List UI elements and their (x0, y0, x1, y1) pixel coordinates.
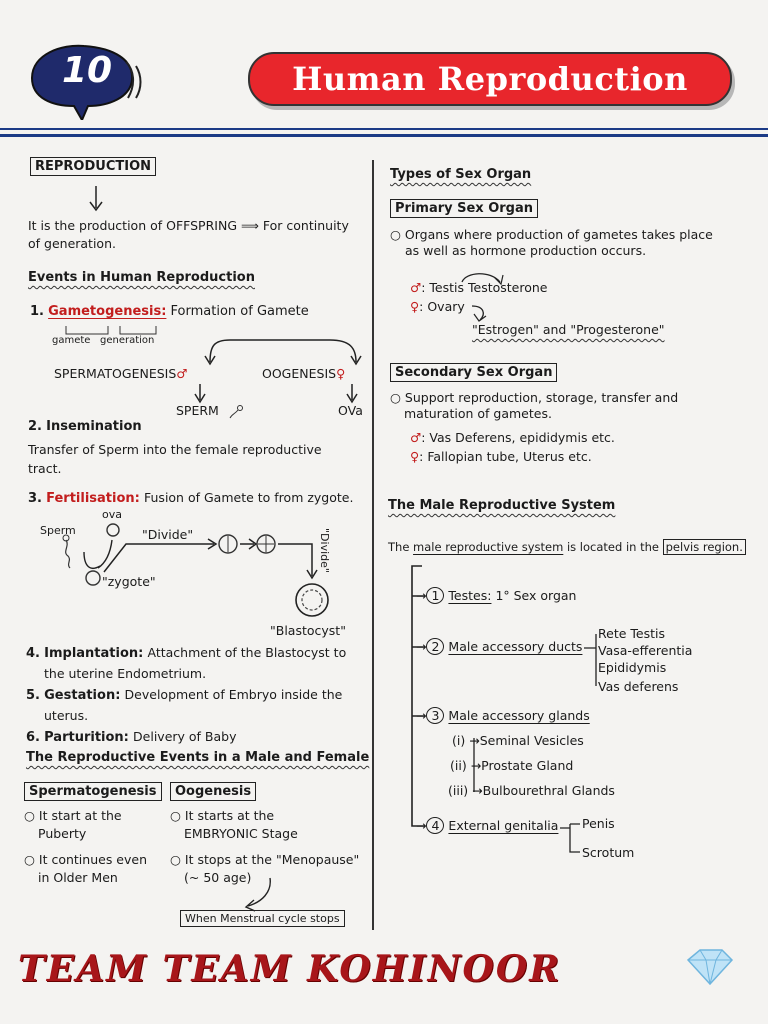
menstrual-box: When Menstrual cycle stops (180, 910, 345, 927)
gestation-desc1: Development of Embryo inside the (124, 687, 343, 702)
types-heading: Types of Sex Organ (390, 167, 532, 182)
male-system-heading: The Male Reproductive System (388, 498, 616, 513)
page-title: Human Reproduction (292, 60, 688, 98)
gestation-title: Gestation: (44, 688, 121, 703)
insemination-desc2: tract. (28, 461, 62, 476)
insemination-item (28, 419, 142, 434)
divide-label-2: "Divide" (318, 528, 331, 573)
bullet-icon: ○ (390, 227, 401, 242)
primary-box: Primary Sex Organ (390, 199, 538, 218)
implantation-num: 4. (26, 646, 40, 661)
female-symbol-icon: ♀ (410, 299, 420, 314)
location-sentence (388, 540, 746, 554)
female-hormones: "Estrogen" and "Progesterone" (472, 322, 665, 337)
tree-item-ducts (416, 639, 582, 654)
sperm-result: SPERM (176, 403, 219, 418)
primary-desc (390, 227, 713, 242)
gland-item-3 (448, 783, 615, 798)
secondary-desc (390, 390, 678, 405)
spermatogenesis-branch (54, 366, 188, 381)
female-symbol-icon: ♀ (410, 449, 420, 464)
location-underlined: male reproductive system (413, 540, 564, 554)
arrow-icon: → (469, 733, 480, 748)
definition-line2: of generation. (28, 236, 116, 251)
primary-desc-line2: as well as hormone production occurs. (405, 243, 647, 258)
male-secondary-row (410, 430, 615, 445)
gestation-item (26, 687, 342, 703)
spermatogenesis-label: SPERMATOGENESIS (54, 366, 177, 381)
duct-rete: Rete Testis (598, 626, 665, 641)
secondary-desc-line1: Support reproduction, storage, transfer and (404, 390, 679, 405)
bullet-icon: ○ (24, 852, 35, 867)
secondary-box: Secondary Sex Organ (390, 363, 557, 382)
gamete-sublabel: gamete (52, 335, 91, 346)
sperm-point2-line2: in Older Men (38, 870, 118, 885)
gland3-label: Bulbourethral Glands (482, 783, 615, 798)
testes-num: 1 (426, 587, 444, 604)
ext-label: External genitalia (448, 818, 559, 833)
gametogenesis-title: Gametogenesis: (48, 304, 167, 319)
male-primary-row (410, 280, 548, 295)
male-symbol-icon: ♂ (176, 366, 188, 381)
generation-sublabel: generation (100, 335, 155, 346)
footer-brand: TEAM TEAM KOHINOOR (18, 948, 562, 990)
definition-line1: It is the production of OFFSPRING (28, 218, 238, 233)
arrow-icon: → (470, 758, 482, 773)
gland1-label: Seminal Vesicles (479, 733, 584, 748)
oog-point1 (170, 808, 274, 823)
gland2-num: (ii) (450, 758, 467, 773)
female-secondary: : Fallopian tube, Uterus etc. (419, 449, 592, 464)
female-symbol-icon: ♀ (336, 366, 346, 381)
oogenesis-branch (262, 366, 345, 381)
implantation-title: Implantation: (44, 646, 144, 661)
gametogenesis-num: 1. (30, 304, 44, 319)
oog-point2-line1: It stops at the "Menopause" (184, 852, 360, 867)
double-arrow-icon: ⟹ (241, 218, 259, 233)
female-secondary-row (410, 449, 592, 464)
female-primary: : Ovary (419, 299, 465, 314)
implantation-desc2: the uterine Endometrium. (44, 666, 207, 681)
parturition-item (26, 729, 236, 745)
arrow-icon: → (416, 818, 427, 833)
blastocyst-label: "Blastocyst" (270, 623, 346, 638)
spermatogenesis-box: Spermatogenesis (24, 782, 162, 801)
ducts-num: 2 (426, 638, 444, 655)
implantation-item (26, 645, 346, 661)
sperm-label: Sperm (40, 524, 76, 537)
gestation-num: 5. (26, 688, 40, 703)
ext-num: 4 (426, 817, 444, 834)
ducts-label: Male accessory ducts (448, 639, 583, 654)
bullet-icon: ○ (170, 852, 181, 867)
location-prefix: The (388, 540, 414, 554)
parturition-num: 6. (26, 730, 40, 745)
gland3-num: (iii) (448, 783, 469, 798)
testes-desc: 1° Sex organ (495, 588, 577, 603)
fertilisation-item (28, 490, 353, 506)
insemination-num: 2. (28, 419, 42, 434)
gametogenesis-desc: Formation of Gamete (170, 304, 309, 319)
sperm-point2-line1: It continues even (38, 852, 148, 867)
ext-penis: Penis (582, 816, 615, 831)
events-heading: Events in Human Reproduction (28, 270, 255, 285)
oogenesis-label: OOGENESIS (262, 366, 337, 381)
insemination-title: Insemination (46, 419, 142, 434)
events-compare-heading: The Reproductive Events in a Male and Female (26, 750, 370, 765)
sperm-point2 (24, 852, 147, 867)
tree-item-external (416, 818, 558, 833)
location-middle: is located in the (563, 540, 663, 554)
duct-vasa: Vasa-efferentia (598, 643, 693, 658)
gland-item-2 (450, 758, 573, 773)
bullet-icon: ○ (390, 390, 401, 405)
gametogenesis-item (30, 304, 309, 319)
sperm-point1 (24, 808, 122, 823)
oogenesis-box: Oogenesis (170, 782, 256, 801)
implantation-desc1: Attachment of the Blastocyst to (147, 645, 347, 660)
ext-scrotum: Scrotum (582, 845, 635, 860)
duct-vas-deferens: Vas deferens (598, 679, 679, 694)
oog-point1-line2: EMBRYONIC Stage (184, 826, 298, 841)
gestation-desc2: uterus. (44, 708, 89, 723)
parturition-title: Parturition: (44, 730, 129, 745)
arrow-icon: → (416, 708, 427, 723)
male-secondary: : Vas Deferens, epididymis etc. (421, 430, 615, 445)
primary-desc-line1: Organs where production of gametes takes place (404, 227, 713, 242)
testes-label: Testes: (448, 588, 492, 603)
sperm-point1-line2: Puberty (38, 826, 87, 841)
insemination-desc1: Transfer of Sperm into the female reproductive (28, 442, 322, 457)
fertilisation-title: Fertilisation: (46, 491, 140, 506)
oog-point2 (170, 852, 359, 867)
gland1-num: (i) (452, 733, 466, 748)
sperm-point1-line1: It start at the (38, 808, 122, 823)
reproduction-definition (28, 218, 349, 233)
diamond-icon (686, 948, 734, 988)
zygote-label: "zygote" (102, 574, 156, 589)
male-symbol-icon: ♂ (410, 430, 422, 445)
gland-item-1 (452, 733, 584, 748)
bullet-icon: ○ (170, 808, 181, 823)
arrow-icon: → (416, 588, 427, 603)
glands-num: 3 (426, 707, 444, 724)
male-symbol-icon: ♂ (410, 280, 422, 295)
duct-epididymis: Epididymis (598, 660, 667, 675)
gland2-label: Prostate Gland (481, 758, 574, 773)
reproduction-heading: REPRODUCTION (30, 157, 156, 176)
definition-arrow-text: For continuity (262, 218, 349, 233)
oog-point2-line2: (~ 50 age) (184, 870, 252, 885)
arrow-icon: → (416, 639, 427, 654)
tree-item-testes (416, 588, 576, 603)
divide-label-1: "Divide" (142, 527, 194, 542)
arrow-icon: → (472, 783, 483, 798)
glands-label: Male accessory glands (448, 708, 590, 723)
location-boxed: pelvis region. (663, 539, 746, 555)
chapter-number: 10 (61, 50, 113, 91)
tree-item-glands (416, 708, 590, 723)
male-hormone: Testosterone (468, 280, 548, 295)
male-primary: : Testis (421, 280, 465, 295)
fertilisation-num: 3. (28, 491, 42, 506)
parturition-desc: Delivery of Baby (133, 729, 237, 744)
fertilisation-desc: Fusion of Gamete to from zygote. (144, 490, 354, 505)
secondary-desc-line2: maturation of gametes. (404, 406, 552, 421)
ova-label: ova (102, 508, 122, 521)
bullet-icon: ○ (24, 808, 35, 823)
oog-point1-line1: It starts at the (184, 808, 275, 823)
ova-result: OVa (338, 403, 363, 418)
female-primary-row (410, 299, 465, 314)
